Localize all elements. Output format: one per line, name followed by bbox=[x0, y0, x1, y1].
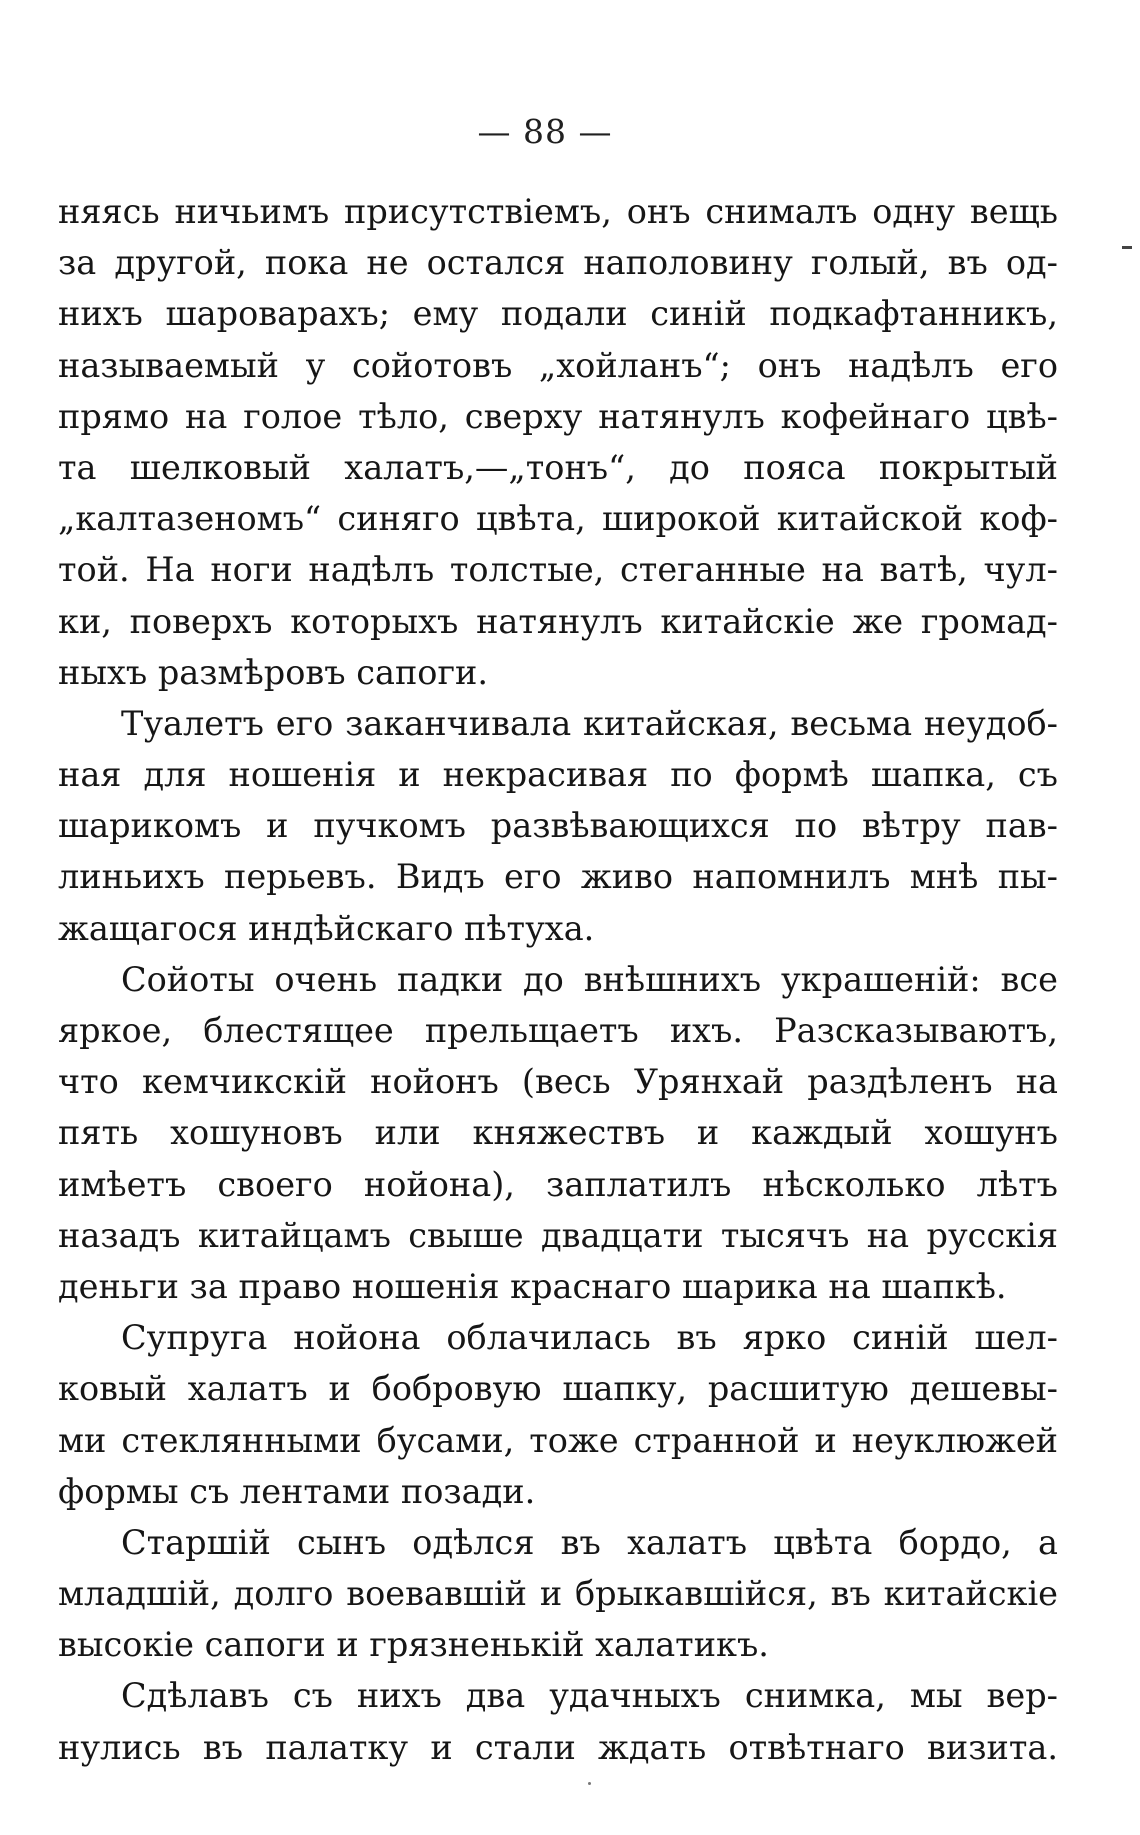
text-line: высокіе сапоги и грязненькій халатикъ. bbox=[58, 1625, 769, 1665]
text-line: Сойоты очень падки до внѣшнихъ украшеній: все bbox=[121, 959, 1058, 999]
text-line: имѣетъ своего нойона), заплатилъ нѣсколько лѣтъ bbox=[58, 1164, 1058, 1204]
text-line: ковый халатъ и бобровую шапку, расшитую дешевы- bbox=[58, 1369, 1058, 1409]
text-line: линьихъ перьевъ. Видъ его живо напомнилъ мнѣ пы- bbox=[58, 857, 1058, 897]
text-line: деньги за право ношенія краснаго шарика на шапкѣ. bbox=[58, 1266, 1007, 1306]
text-line: формы съ лентами позади. bbox=[58, 1471, 536, 1511]
text-line: пять хошуновъ или княжествъ и каждый хошунъ bbox=[58, 1113, 1058, 1153]
text-line: младшій, долго воевавшій и брыкавшійся, въ китайскіе bbox=[58, 1574, 1058, 1614]
text-line: нулись въ палатку и стали ждать отвѣтнаго визита. bbox=[58, 1727, 1058, 1767]
text-line: за другой, пока не остался наполовину голый, въ од- bbox=[58, 243, 1058, 283]
text-line: яркое, блестящее прельщаетъ ихъ. Разсказываютъ, bbox=[58, 1011, 1058, 1050]
text-line: Сдѣлавъ съ нихъ два удачныхъ снимка, мы вер- bbox=[121, 1676, 1058, 1716]
page-number: — 88 — bbox=[477, 112, 613, 151]
text-line: няясь ничьимъ присутствіемъ, онъ снималъ одну вещь bbox=[58, 192, 1058, 231]
text-line: Старшій сынъ одѣлся въ халатъ цвѣта бордо, а bbox=[121, 1522, 1058, 1562]
text-line: назадъ китайцамъ свыше двадцати тысячъ на русскія bbox=[58, 1215, 1058, 1255]
text-line: шарикомъ и пучкомъ развѣвающихся по вѣтру пав- bbox=[58, 806, 1058, 846]
text-line: ки, поверхъ которыхъ натянулъ китайскіе же громад- bbox=[58, 601, 1058, 641]
text-line: той. На ноги надѣлъ толстые, стеганные на ватѣ, чул- bbox=[58, 550, 1058, 590]
text-line: жащагося индѣйскаго пѣтуха. bbox=[58, 908, 595, 948]
text-line: ныхъ размѣровъ сапоги. bbox=[58, 652, 488, 692]
text-line: ная для ношенія и некрасивая по формѣ шапка, съ bbox=[58, 755, 1058, 795]
margin-mark bbox=[1122, 246, 1132, 249]
text-line: что кемчикскій нойонъ (весь Урянхай раздѣленъ на bbox=[58, 1062, 1058, 1102]
text-line: „калтазеномъ“ синяго цвѣта, широкой китайской коф- bbox=[58, 499, 1058, 539]
text-line: нихъ шароварахъ; ему подали синій подкафтанникъ, bbox=[58, 294, 1058, 334]
page-body-text bbox=[58, 186, 1058, 1773]
text-line: та шелковый халатъ,—„тонъ“, до пояса покрытый bbox=[58, 447, 1058, 487]
text-line: называемый у сойотовъ „хойланъ“; онъ надѣлъ его bbox=[58, 345, 1058, 385]
text-line: Супруга нойона облачилась въ ярко синій шел- bbox=[121, 1318, 1058, 1358]
text-line: Туалетъ его заканчивала китайская, весьма неудоб- bbox=[121, 703, 1058, 743]
print-speck bbox=[588, 1782, 591, 1785]
text-line: прямо на голое тѣло, сверху натянулъ кофейнаго цвѣ- bbox=[58, 396, 1058, 436]
text-line: ми стеклянными бусами, тоже странной и неуклюжей bbox=[58, 1420, 1058, 1460]
